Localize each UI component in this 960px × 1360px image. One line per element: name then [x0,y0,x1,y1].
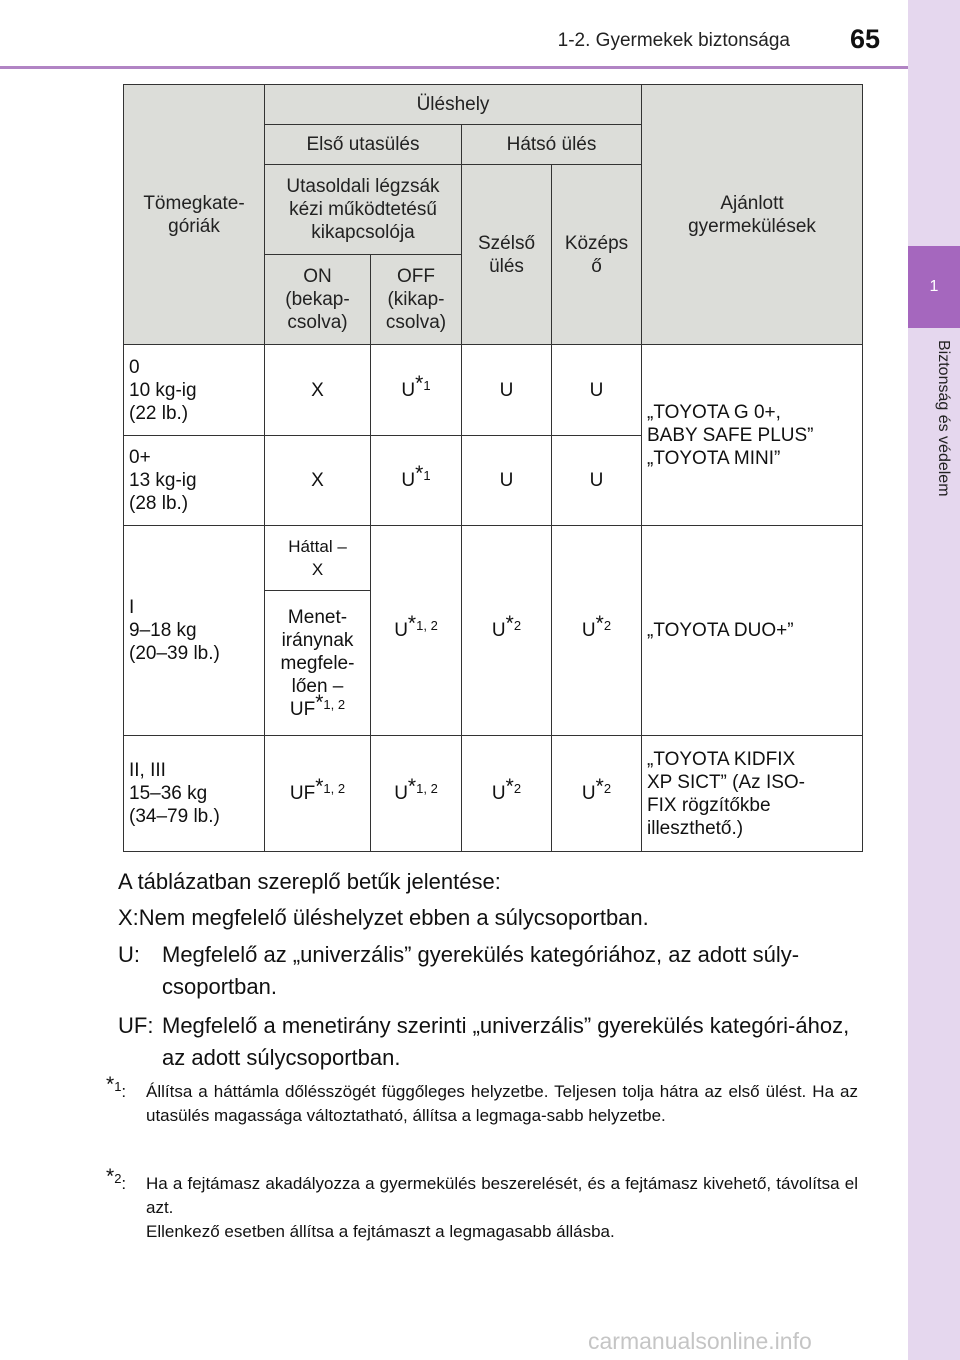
cell-center: U [552,345,642,436]
header-front-seat: Első utasülés [265,125,462,165]
child-seat-table [123,84,863,852]
cell-outer: U [462,345,552,436]
header-seat-position: Üléshely [265,85,642,125]
footnote-2: $^{*2}$: Ha a fejtámasz akadályozza a gyermekülés beszerelését, és a fejtámasz kivehető, távolítsa el azt. Ellenkező esetben állítsa a fejtámaszt a legmagasabb állásba. [106,1165,858,1241]
page-number: 65 [850,24,881,54]
table-row [124,526,863,591]
header-weight-category: Tömegkate- góriák [124,85,265,345]
cell-recommended: „TOYOTA G 0+, BABY SAFE PLUS” „TOYOTA MINI” [642,345,863,526]
cell-on-rear-facing: Háttal – X [265,526,371,591]
table-row [124,345,863,436]
header-airbag-switch: Utasoldali légzsák kézi működtetésű kikapcsolója [265,165,462,255]
header-recommended-seats: Ajánlott gyermekülések [642,85,863,345]
cell-outer: $U^{*2}$ [462,736,552,852]
legend-x: X: Nem megfelelő üléshelyzet ebben a súlycsoportban. [118,905,649,930]
cell-center: $U^{*2}$ [552,526,642,736]
cell-category: I 9–18 kg (20–39 lb.) [124,526,265,736]
cell-recommended: „TOYOTA KIDFIX XP SICT” (Az ISO- FIX rögzítőkbe illeszthető.) [642,736,863,852]
cell-category: II, III 15–36 kg (34–79 lb.) [124,736,265,852]
cell-recommended: „TOYOTA DUO+” [642,526,863,736]
chapter-title: Biztonság és védelem [935,340,952,497]
legend-uf: UF: Megfelelő a menetirány szerinti „univerzális” gyerekülés kategóri-ához, az adott súlycsoportban. [118,1013,850,1070]
footnote-1: $^{*1}$: Állítsa a háttámla dőlésszögét függőleges helyzetbe. Teljesen tolja hátra az első ülést. Ha az utasülés magassága változtatható, állítsa a legmaga-sabb helyzetbe. [106,1073,858,1125]
header-off: OFF (kikap- csolva) [371,255,462,345]
cell-off: U$^{*1, 2}$ [371,526,462,736]
cell-center: $U^{*2}$ [552,736,642,852]
cell-off: $U^{*1}$ [371,436,462,526]
cell-on: X [265,345,371,436]
cell-on: UF$^{*1, 2}$ [265,736,371,852]
header-divider [0,66,908,69]
cell-on: X [265,436,371,526]
header-on: ON (bekap- csolva) [265,255,371,345]
chapter-side-band [908,0,960,1360]
cell-on-forward-facing: Menet- iránynak megfele- lően – UF$^{*1, 2}$ [265,591,371,736]
cell-outer: $U^{*2}$ [462,526,552,736]
chapter-tab[interactable]: 1 [908,246,960,328]
legend-u: U: Megfelelő az „univerzális” gyerekülés kategóriához, az adott súly-csoportban. [118,942,800,999]
cell-category: 0 10 kg-ig (22 lb.) [124,345,265,436]
header-center-seat: Középs ő [552,165,642,345]
watermark: carmanualsonline.info [588,1328,812,1354]
legend-intro: A táblázatban szereplő betűk jelentése: [118,869,501,894]
cell-outer: U [462,436,552,526]
cell-center: U [552,436,642,526]
header-rear-seat: Hátsó ülés [462,125,642,165]
header-outer-seat: Szélső ülés [462,165,552,345]
section-title: 1-2. Gyermekek biztonsága [557,30,790,51]
table-row [124,736,863,852]
cell-category: 0+ 13 kg-ig (28 lb.) [124,436,265,526]
cell-off: U$^{*1, 2}$ [371,736,462,852]
cell-off: $U^{*1}$ [371,345,462,436]
